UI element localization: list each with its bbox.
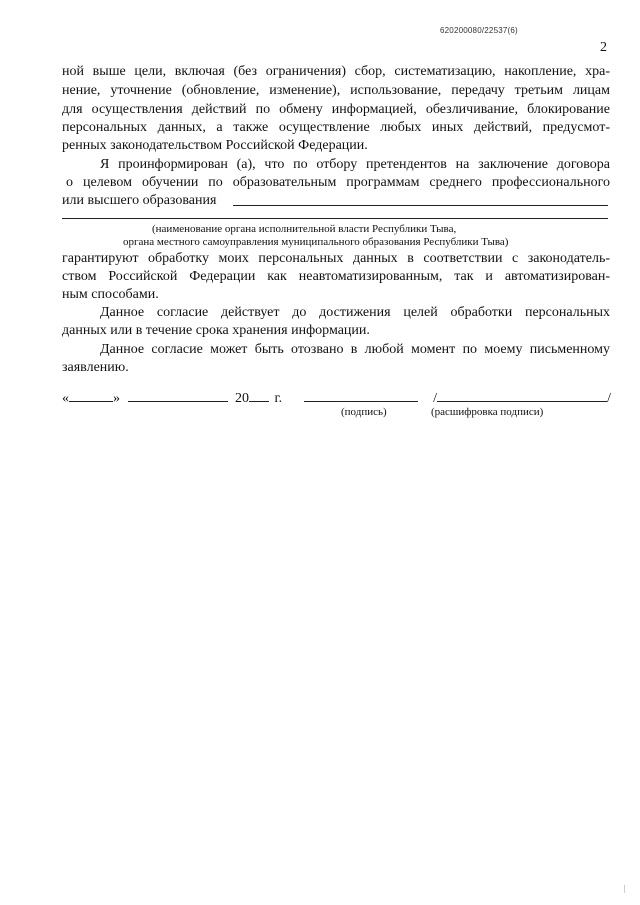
month-field[interactable]	[128, 388, 228, 402]
paragraph-1-line-2: нение, уточнение (обновление, изменение), использование, передачу третьим лицам	[62, 83, 610, 98]
paragraph-2-line-2: о целевом обучении по образовательным программам среднего профессионального	[66, 175, 610, 190]
paragraph-3-line-3: ным способами.	[62, 287, 159, 302]
authority-caption-line-1: (наименование органа исполнительной власти Республики Тыва,	[152, 223, 457, 235]
date-quote-close: »	[113, 391, 120, 406]
decoding-caption: (расшифровка подписи)	[431, 406, 544, 418]
signature-row	[62, 388, 611, 408]
paragraph-4-line-1: Данное согласие действует до достижения целей обработки персональных	[100, 305, 610, 320]
authority-name-line	[62, 218, 608, 219]
paragraph-5-line-2: заявлению.	[62, 360, 129, 375]
paragraph-5-line-1: Данное согласие может быть отозвано в любой момент по моему письменному	[100, 342, 610, 357]
paragraph-2-line-3: или высшего образования	[62, 193, 217, 208]
paragraph-1-line-5: ренных законодательством Российской Федерации.	[62, 138, 368, 153]
paragraph-1-line-1: ной выше цели, включая (без ограничения) сбор, систематизацию, накопление, хра-	[62, 64, 610, 79]
education-org-underline	[233, 205, 608, 206]
document-number: 620200080/22537(6)	[440, 26, 518, 35]
signature-decoding-field[interactable]	[437, 388, 607, 402]
decoding-slash-open: /	[433, 391, 438, 406]
page-number: 2	[600, 40, 607, 55]
year-field[interactable]	[249, 388, 269, 402]
paragraph-3-line-2: ством Российской Федерации как неавтоматизированным, так и автоматизирован-	[62, 269, 610, 284]
date-quote-open: «	[62, 391, 69, 406]
paragraph-4-line-2: данных или в течение срока хранения информации.	[62, 323, 370, 338]
paragraph-3-line-1: гарантируют обработку моих персональных данных в соответствии с законодатель-	[62, 251, 610, 266]
authority-caption-line-2: органа местного самоуправления муниципального образования Республики Тыва)	[123, 236, 509, 248]
paragraph-2-line-1: Я проинформирован (а), что по отбору претендентов на заключение договора	[100, 157, 610, 172]
year-suffix: г.	[274, 391, 283, 406]
paragraph-1-line-4: персональных данных, а также осуществление любых иных действий, предусмот-	[62, 120, 610, 135]
day-field[interactable]	[69, 388, 113, 402]
paragraph-1-line-3: для осуществления действий по обмену информацией, обезличивание, блокирование	[62, 102, 610, 117]
year-prefix: 20	[235, 391, 249, 406]
decoding-slash-close: /	[607, 391, 611, 406]
signature-caption: (подпись)	[341, 406, 387, 418]
signature-field[interactable]	[304, 388, 418, 402]
scan-mark-icon: ⁄	[621, 884, 630, 895]
